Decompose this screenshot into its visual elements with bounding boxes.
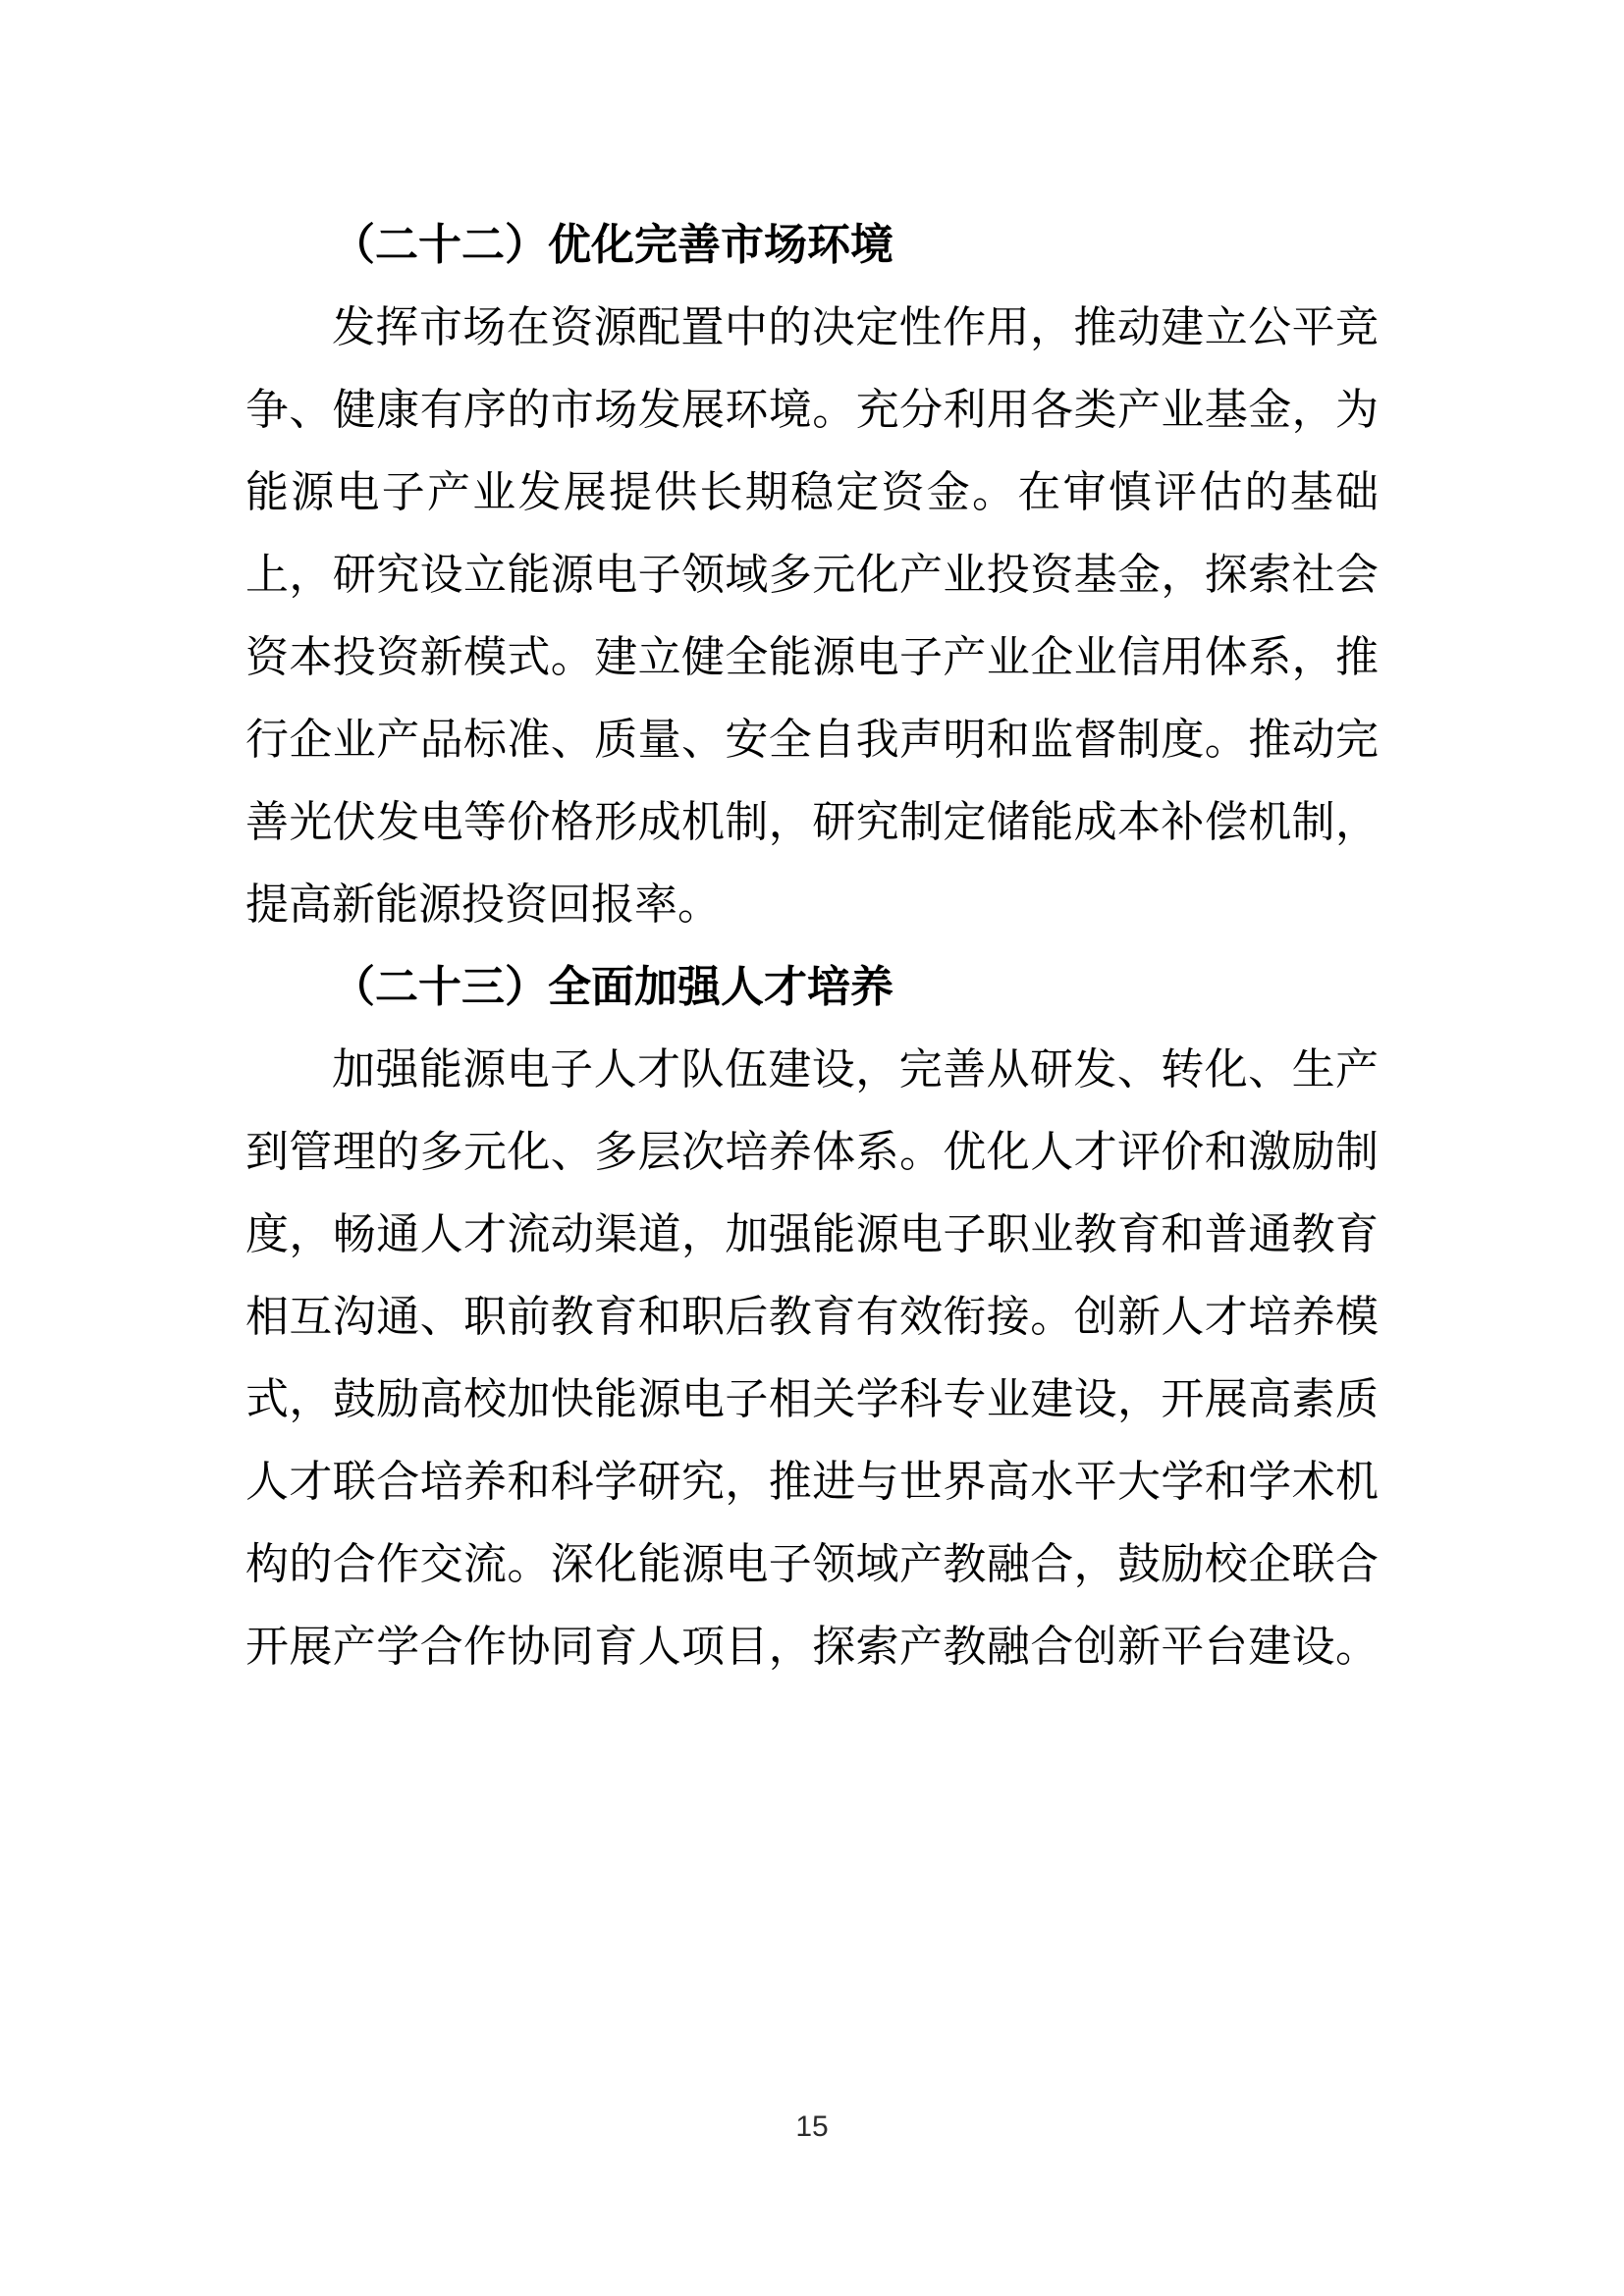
paragraph-line: 到管理的多元化、多层次培养体系。优化人才评价和激励制 — [245, 1128, 1379, 1176]
paragraph-line: 构的合作交流。深化能源电子领域产教融合，鼓励校企联合 — [245, 1540, 1379, 1588]
document-body — [245, 204, 1379, 1688]
paragraph-line: 发挥市场在资源配置中的决定性作用，推动建立公平竞 — [332, 303, 1379, 351]
paragraph-line: 行企业产品标准、质量、安全自我声明和监督制度。推动完 — [245, 716, 1379, 764]
page-footer — [0, 2110, 1624, 2144]
paragraph-line: 式，鼓励高校加快能源电子相关学科专业建设，开展高素质 — [245, 1375, 1379, 1423]
paragraph-line: 能源电子产业发展提供长期稳定资金。在审慎评估的基础 — [245, 468, 1379, 516]
paragraph-line: 善光伏发电等价格形成机制，研究制定储能成本补偿机制， — [245, 798, 1379, 846]
paragraph-line: 开展产学合作协同育人项目，探索产教融合创新平台建设。 — [245, 1623, 1379, 1671]
paragraph-line: 度，畅通人才流动渠道，加强能源电子职业教育和普通教育 — [245, 1210, 1379, 1258]
section-heading: （二十三）全面加强人才培养 — [332, 963, 893, 1011]
paragraph-line: 人才联合培养和科学研究，推进与世界高水平大学和学术机 — [245, 1458, 1379, 1506]
paragraph-line: 加强能源电子人才队伍建设，完善从研发、转化、生产 — [332, 1045, 1379, 1094]
paragraph-line: 上，研究设立能源电子领域多元化产业投资基金，探索社会 — [245, 551, 1379, 599]
section-heading: （二十二）优化完善市场环境 — [332, 221, 893, 269]
paragraph-line: 争、健康有序的市场发展环境。充分利用各类产业基金，为 — [245, 386, 1379, 434]
paragraph-line: 提高新能源投资回报率。 — [245, 881, 721, 929]
paragraph-line: 资本投资新模式。建立健全能源电子产业企业信用体系，推 — [245, 633, 1379, 681]
page-number: 15 — [795, 2110, 829, 2143]
paragraph-line: 相互沟通、职前教育和职后教育有效衔接。创新人才培养模 — [245, 1293, 1379, 1341]
